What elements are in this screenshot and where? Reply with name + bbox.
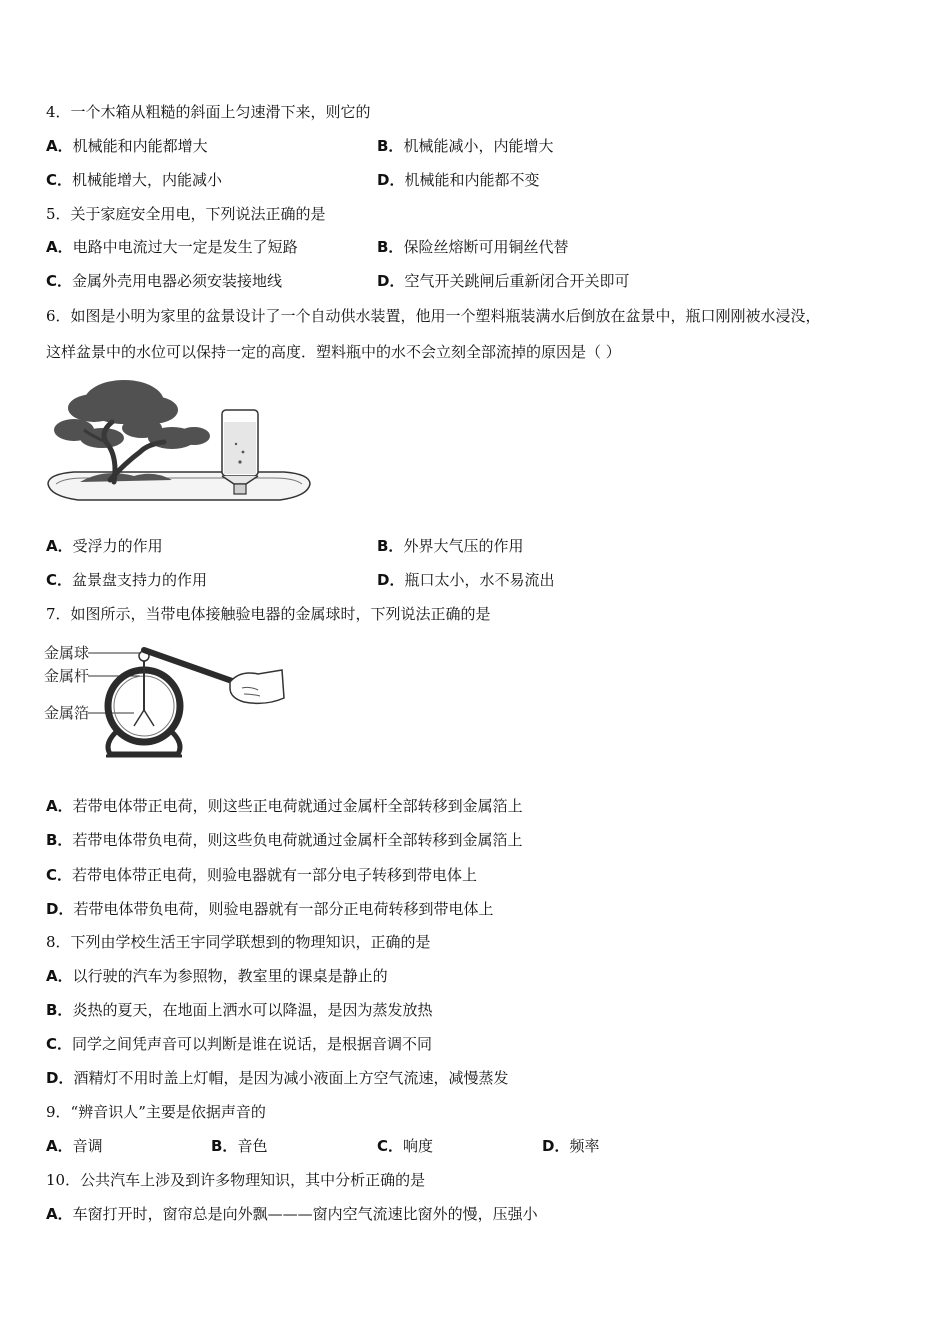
- question-5-option-a[interactable]: [46, 237, 298, 257]
- question-7-option-a[interactable]: [46, 796, 523, 816]
- question-4-stem: 4．一个木箱从粗糙的斜面上匀速滑下来，则它的: [46, 103, 371, 121]
- option-text: 机械能减小，内能增大: [403, 137, 554, 155]
- option-text: 盆景盘支持力的作用: [72, 571, 208, 589]
- bonsai-water-supply-figure: [44, 372, 314, 514]
- question-4-option-c[interactable]: [46, 170, 222, 190]
- question-6-stem-line2: 这样盆景中的水位可以保持一定的高度．塑料瓶中的水不会立刻全部流掉的原因是（ ）: [46, 343, 621, 361]
- option-label: B．: [377, 137, 404, 155]
- question-8-stem: 8．下列由学校生活王宇同学联想到的物理知识，正确的是: [46, 933, 431, 951]
- option-label: D．: [542, 1137, 570, 1155]
- option-text: 机械能和内能都增大: [72, 137, 208, 155]
- option-label: A．: [46, 967, 73, 985]
- option-text: 音色: [237, 1137, 268, 1155]
- option-label: B．: [377, 238, 404, 256]
- question-9-option-b[interactable]: [211, 1136, 267, 1156]
- option-label: A．: [46, 797, 73, 815]
- option-text: 空气开关跳闸后重新闭合开关即可: [404, 272, 630, 290]
- option-label: C．: [46, 1035, 73, 1053]
- option-text: 电路中电流过大一定是发生了短路: [72, 238, 298, 256]
- question-10-stem: 10．公共汽车上涉及到许多物理知识，其中分析正确的是: [46, 1171, 426, 1189]
- option-text: 炎热的夏天，在地面上洒水可以降温，是因为蒸发放热: [72, 1001, 433, 1019]
- metal-rod-label: 金属杆: [44, 667, 90, 685]
- metal-foil-label: 金属箔: [44, 704, 90, 722]
- question-8-option-d[interactable]: [46, 1068, 508, 1088]
- option-label: C．: [46, 571, 73, 589]
- electroscope-figure: [44, 636, 286, 760]
- option-label: C．: [377, 1137, 404, 1155]
- option-label: D．: [377, 272, 405, 290]
- option-text: 响度: [403, 1137, 434, 1155]
- option-text: 若带电体带正电荷，则验电器就有一部分电子转移到带电体上: [72, 866, 478, 884]
- option-text: 若带电体带正电荷，则这些正电荷就通过金属杆全部转移到金属箔上: [72, 797, 523, 815]
- question-6-option-c[interactable]: [46, 570, 207, 590]
- question-4-option-d[interactable]: [377, 170, 539, 190]
- question-5-stem: 5．关于家庭安全用电，下列说法正确的是: [46, 205, 326, 223]
- option-label: B．: [46, 1001, 73, 1019]
- question-9-stem: 9．“辨音识人”主要是依据声音的: [46, 1103, 266, 1121]
- option-label: D．: [46, 900, 74, 918]
- option-label: A．: [46, 238, 73, 256]
- question-9-option-c[interactable]: [377, 1136, 433, 1156]
- option-label: A．: [46, 537, 73, 555]
- question-7-option-b[interactable]: [46, 830, 522, 850]
- option-text: 酒精灯不用时盖上灯帽，是因为减小液面上方空气流速，减慢蒸发: [73, 1069, 509, 1087]
- option-label: C．: [46, 866, 73, 884]
- question-10-option-a[interactable]: [46, 1204, 538, 1224]
- option-text: 若带电体带负电荷，则这些负电荷就通过金属杆全部转移到金属箔上: [72, 831, 523, 849]
- option-label: C．: [46, 272, 73, 290]
- option-text: 受浮力的作用: [72, 537, 163, 555]
- option-text: 瓶口太小，水不易流出: [404, 571, 555, 589]
- question-8-option-a[interactable]: [46, 966, 388, 986]
- question-8-option-c[interactable]: [46, 1034, 432, 1054]
- question-4-option-b[interactable]: [377, 136, 553, 156]
- question-6-option-a[interactable]: [46, 536, 163, 556]
- option-label: C．: [46, 171, 73, 189]
- question-5-option-d[interactable]: [377, 271, 629, 291]
- question-9-option-a[interactable]: [46, 1136, 103, 1156]
- option-text: 机械能增大，内能减小: [72, 171, 223, 189]
- option-text: 金属外壳用电器必须安装接地线: [72, 272, 283, 290]
- option-text: 同学之间凭声音可以判断是谁在说话，是根据音调不同: [72, 1035, 433, 1053]
- metal-ball-label: 金属球: [44, 644, 90, 662]
- question-5-option-c[interactable]: [46, 271, 282, 291]
- option-text: 保险丝熔断可用铜丝代替: [403, 238, 569, 256]
- option-label: B．: [46, 831, 73, 849]
- question-6-stem-line1: 6．如图是小明为家里的盆景设计了一个自动供水装置，他用一个塑料瓶装满水后倒放在盆景中，瓶口刚刚被水浸没，: [46, 307, 821, 325]
- question-7-stem: 7．如图所示，当带电体接触验电器的金属球时，下列说法正确的是: [46, 605, 491, 623]
- option-text: 车窗打开时，窗帘总是向外飘———窗内空气流速比窗外的慢，压强小: [72, 1205, 538, 1223]
- option-label: A．: [46, 1205, 73, 1223]
- option-text: 频率: [569, 1137, 600, 1155]
- question-7-option-c[interactable]: [46, 865, 477, 885]
- option-label: A．: [46, 1137, 73, 1155]
- question-5-option-b[interactable]: [377, 237, 568, 257]
- option-label: A．: [46, 137, 73, 155]
- question-6-option-d[interactable]: [377, 570, 554, 590]
- question-9-option-d[interactable]: [542, 1136, 599, 1156]
- option-text: 以行驶的汽车为参照物，教室里的课桌是静止的: [72, 967, 388, 985]
- question-6-option-b[interactable]: [377, 536, 523, 556]
- option-label: D．: [46, 1069, 74, 1087]
- option-label: B．: [211, 1137, 238, 1155]
- option-text: 若带电体带负电荷，则验电器就有一部分正电荷转移到带电体上: [73, 900, 494, 918]
- question-8-option-b[interactable]: [46, 1000, 432, 1020]
- option-label: D．: [377, 171, 405, 189]
- option-text: 机械能和内能都不变: [404, 171, 540, 189]
- option-label: B．: [377, 537, 404, 555]
- option-text: 音调: [72, 1137, 103, 1155]
- option-label: D．: [377, 571, 405, 589]
- option-text: 外界大气压的作用: [403, 537, 524, 555]
- question-7-option-d[interactable]: [46, 899, 493, 919]
- question-4-option-a[interactable]: [46, 136, 208, 156]
